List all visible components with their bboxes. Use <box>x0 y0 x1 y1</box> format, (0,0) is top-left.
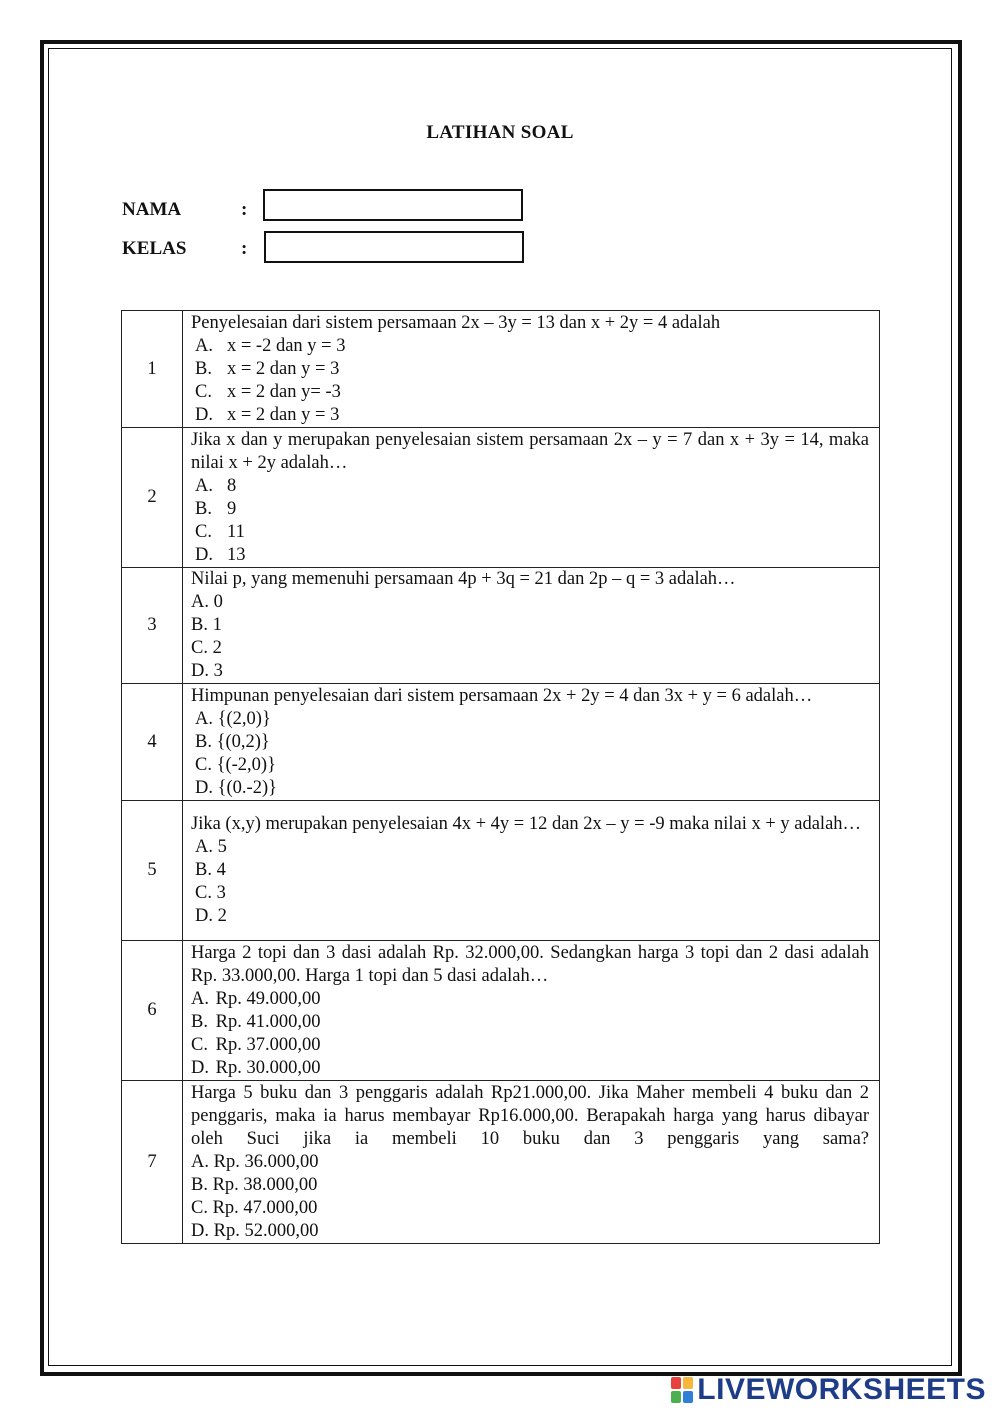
option-a[interactable]: A. 5 <box>195 837 227 857</box>
option-b[interactable]: B. 4 <box>195 860 226 880</box>
question-number: 5 <box>122 801 183 941</box>
class-label: KELAS <box>122 238 187 259</box>
option-b[interactable]: B. {(0,2)} <box>195 731 270 752</box>
option-b[interactable]: B. 1 <box>191 615 222 635</box>
question-number: 2 <box>122 428 183 568</box>
question-text: Nilai p, yang memenuhi persamaan 4p + 3q = 21 dan 2p – q = 3 adalah… <box>191 569 736 589</box>
question-text: Jika x dan y merupakan penyelesaian sistem persamaan 2x – y = 7 dan x + 3y = 14, maka nilai x + 2y adalah… <box>191 429 869 473</box>
question-content <box>183 568 880 684</box>
option-d[interactable]: D. {(0.-2)} <box>195 777 277 798</box>
question-content <box>183 1081 880 1244</box>
question-row <box>122 1081 880 1244</box>
option-d[interactable]: D. 13 <box>195 544 246 565</box>
option-c[interactable]: C. Rp. 47.000,00 <box>191 1197 318 1218</box>
question-number: 6 <box>122 941 183 1081</box>
class-input[interactable] <box>264 231 524 263</box>
option-a[interactable]: A. Rp. 36.000,00 <box>191 1151 319 1172</box>
question-number: 7 <box>122 1081 183 1244</box>
brand-text: LIVEWORKSHEETS <box>697 1373 986 1406</box>
option-a[interactable]: A. Rp. 49.000,00 <box>191 988 321 1009</box>
question-row <box>122 568 880 684</box>
option-b[interactable]: B. Rp. 41.000,00 <box>191 1011 321 1032</box>
option-c[interactable]: C. Rp. 37.000,00 <box>191 1034 321 1055</box>
option-b[interactable]: B. Rp. 38.000,00 <box>191 1174 318 1195</box>
option-a[interactable]: A. {(2,0)} <box>195 708 271 729</box>
question-row <box>122 941 880 1081</box>
questions-table <box>121 310 880 1244</box>
option-c[interactable]: C. 11 <box>195 521 245 542</box>
option-c[interactable]: C. x = 2 dan y= -3 <box>195 381 341 402</box>
question-row <box>122 801 880 941</box>
question-content <box>183 428 880 568</box>
option-d[interactable]: D. 2 <box>195 906 227 926</box>
question-text: Harga 5 buku dan 3 penggaris adalah Rp21.000,00. Jika Maher membeli 4 buku dan 2 penggaris, maka ia harus membayar Rp16.000,00. Berapakah harga yang harus dibayar oleh Suci jika ia membeli 10 buku dan 3 penggaris yang sama? <box>191 1082 869 1149</box>
question-content <box>183 941 880 1081</box>
question-row <box>122 311 880 428</box>
question-content <box>183 311 880 428</box>
option-c[interactable]: C. 2 <box>191 638 222 658</box>
option-d[interactable]: D. Rp. 52.000,00 <box>191 1220 319 1241</box>
question-text: Jika (x,y) merupakan penyelesaian 4x + 4y = 12 dan 2x – y = -9 maka nilai x + y adalah… <box>191 814 862 834</box>
question-content <box>183 801 880 941</box>
question-text: Penyelesaian dari sistem persamaan 2x – 3y = 13 dan x + 2y = 4 adalah <box>191 312 721 333</box>
question-number: 3 <box>122 568 183 684</box>
class-colon: : <box>241 238 248 259</box>
liveworksheets-logo-icon <box>671 1377 693 1403</box>
option-d[interactable]: D. x = 2 dan y = 3 <box>195 404 340 425</box>
option-d[interactable]: D. Rp. 30.000,00 <box>191 1057 321 1078</box>
name-label: NAMA <box>122 199 182 220</box>
question-number: 1 <box>122 311 183 428</box>
question-row <box>122 428 880 568</box>
option-b[interactable]: B. x = 2 dan y = 3 <box>195 358 340 379</box>
name-input[interactable] <box>263 189 523 221</box>
liveworksheets-brand[interactable] <box>671 1372 986 1408</box>
question-text: Harga 2 topi dan 3 dasi adalah Rp. 32.000,00. Sedangkan harga 3 topi dan 2 dasi adalah Rp. 33.000,00. Harga 1 topi dan 5 dasi adalah… <box>191 942 869 986</box>
question-text: Himpunan penyelesaian dari sistem persamaan 2x + 2y = 4 dan 3x + y = 6 adalah… <box>191 685 813 706</box>
option-a[interactable]: A. x = -2 dan y = 3 <box>195 335 346 356</box>
worksheet-title: LATIHAN SOAL <box>426 122 574 143</box>
question-row <box>122 684 880 801</box>
option-d[interactable]: D. 3 <box>191 661 223 681</box>
option-a[interactable]: A. 8 <box>195 475 237 496</box>
option-a[interactable]: A. 0 <box>191 592 223 612</box>
question-number: 4 <box>122 684 183 801</box>
option-c[interactable]: C. {(-2,0)} <box>195 754 276 775</box>
question-content <box>183 684 880 801</box>
option-c[interactable]: C. 3 <box>195 883 226 903</box>
name-colon: : <box>241 199 248 220</box>
option-b[interactable]: B. 9 <box>195 498 237 519</box>
